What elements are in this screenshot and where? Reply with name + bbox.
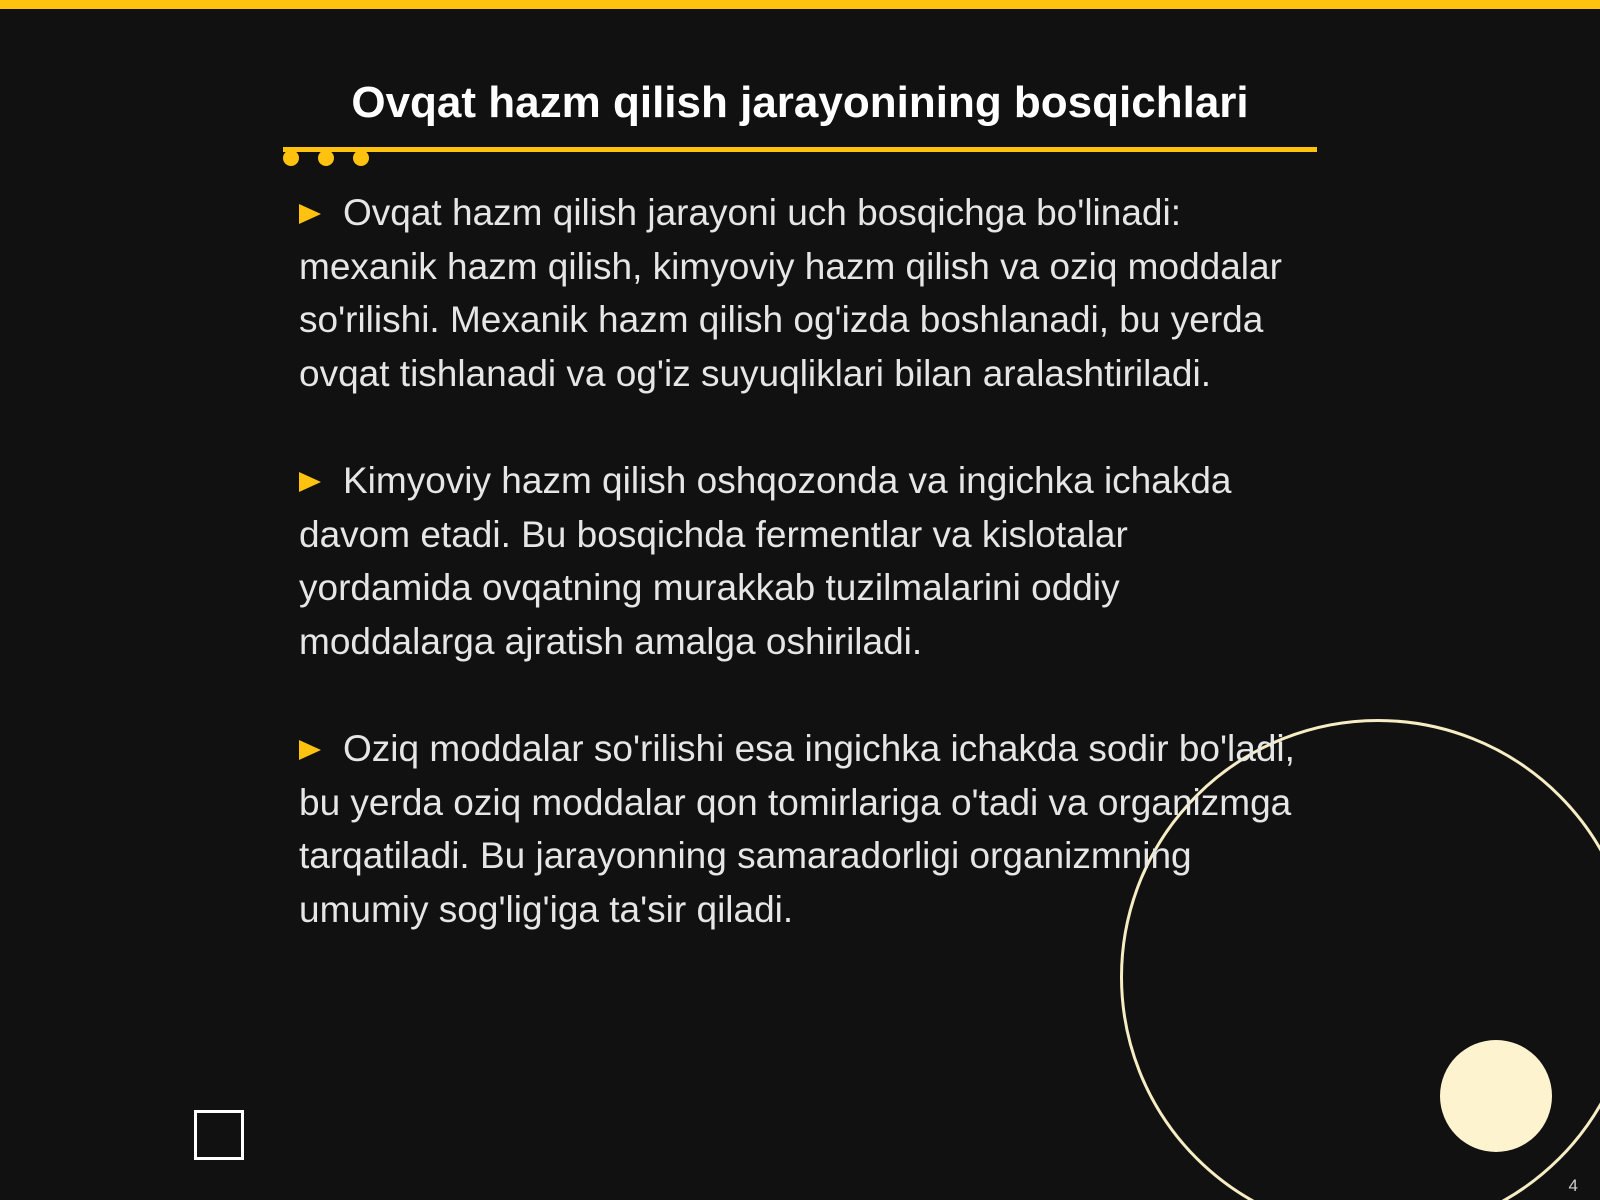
- bullet-paragraph: [299, 186, 1299, 400]
- slide-number: 4: [1568, 1176, 1578, 1195]
- decorative-disc: [1440, 1040, 1552, 1152]
- triangle-bullet-icon: [299, 472, 321, 492]
- triangle-bullet-icon: [299, 740, 321, 760]
- decorative-square: [194, 1110, 244, 1160]
- accent-dot: [283, 150, 299, 166]
- paragraph-text: Ovqat hazm qilish jarayoni uch bosqichga bo'linadi: mexanik hazm qilish, kimyoviy hazm qilish va oziq moddalar so'rilishi. Mexanik hazm qilish og'izda boshlanadi, bu yerda ovqat tishlanadi va og'iz suyuqliklari bilan aralashtiriladi.: [299, 192, 1282, 394]
- top-accent-bar: [0, 0, 1600, 9]
- paragraph-text: Oziq moddalar so'rilishi esa ingichka ichakda sodir bo'ladi, bu yerda oziq moddalar qon tomirlariga o'tadi va organizmga tarqatiladi. Bu jarayonning samaradorligi organizmning umumiy sog'lig'iga ta'sir qiladi.: [299, 728, 1295, 930]
- title-underline: [283, 147, 1317, 152]
- bullet-paragraph: [299, 722, 1299, 936]
- accent-dot: [318, 150, 334, 166]
- triangle-bullet-icon: [299, 204, 321, 224]
- slide-title: Ovqat hazm qilish jarayonining bosqichlari: [351, 78, 1249, 127]
- slide-body: [299, 186, 1299, 990]
- paragraph-text: Kimyoviy hazm qilish oshqozonda va ingichka ichakda davom etadi. Bu bosqichda fermentlar va kislotalar yordamida ovqatning murakkab tuzilmalarini oddiy moddalarga ajratish amalga oshiriladi.: [299, 460, 1232, 662]
- accent-dot: [353, 150, 369, 166]
- bullet-paragraph: [299, 454, 1299, 668]
